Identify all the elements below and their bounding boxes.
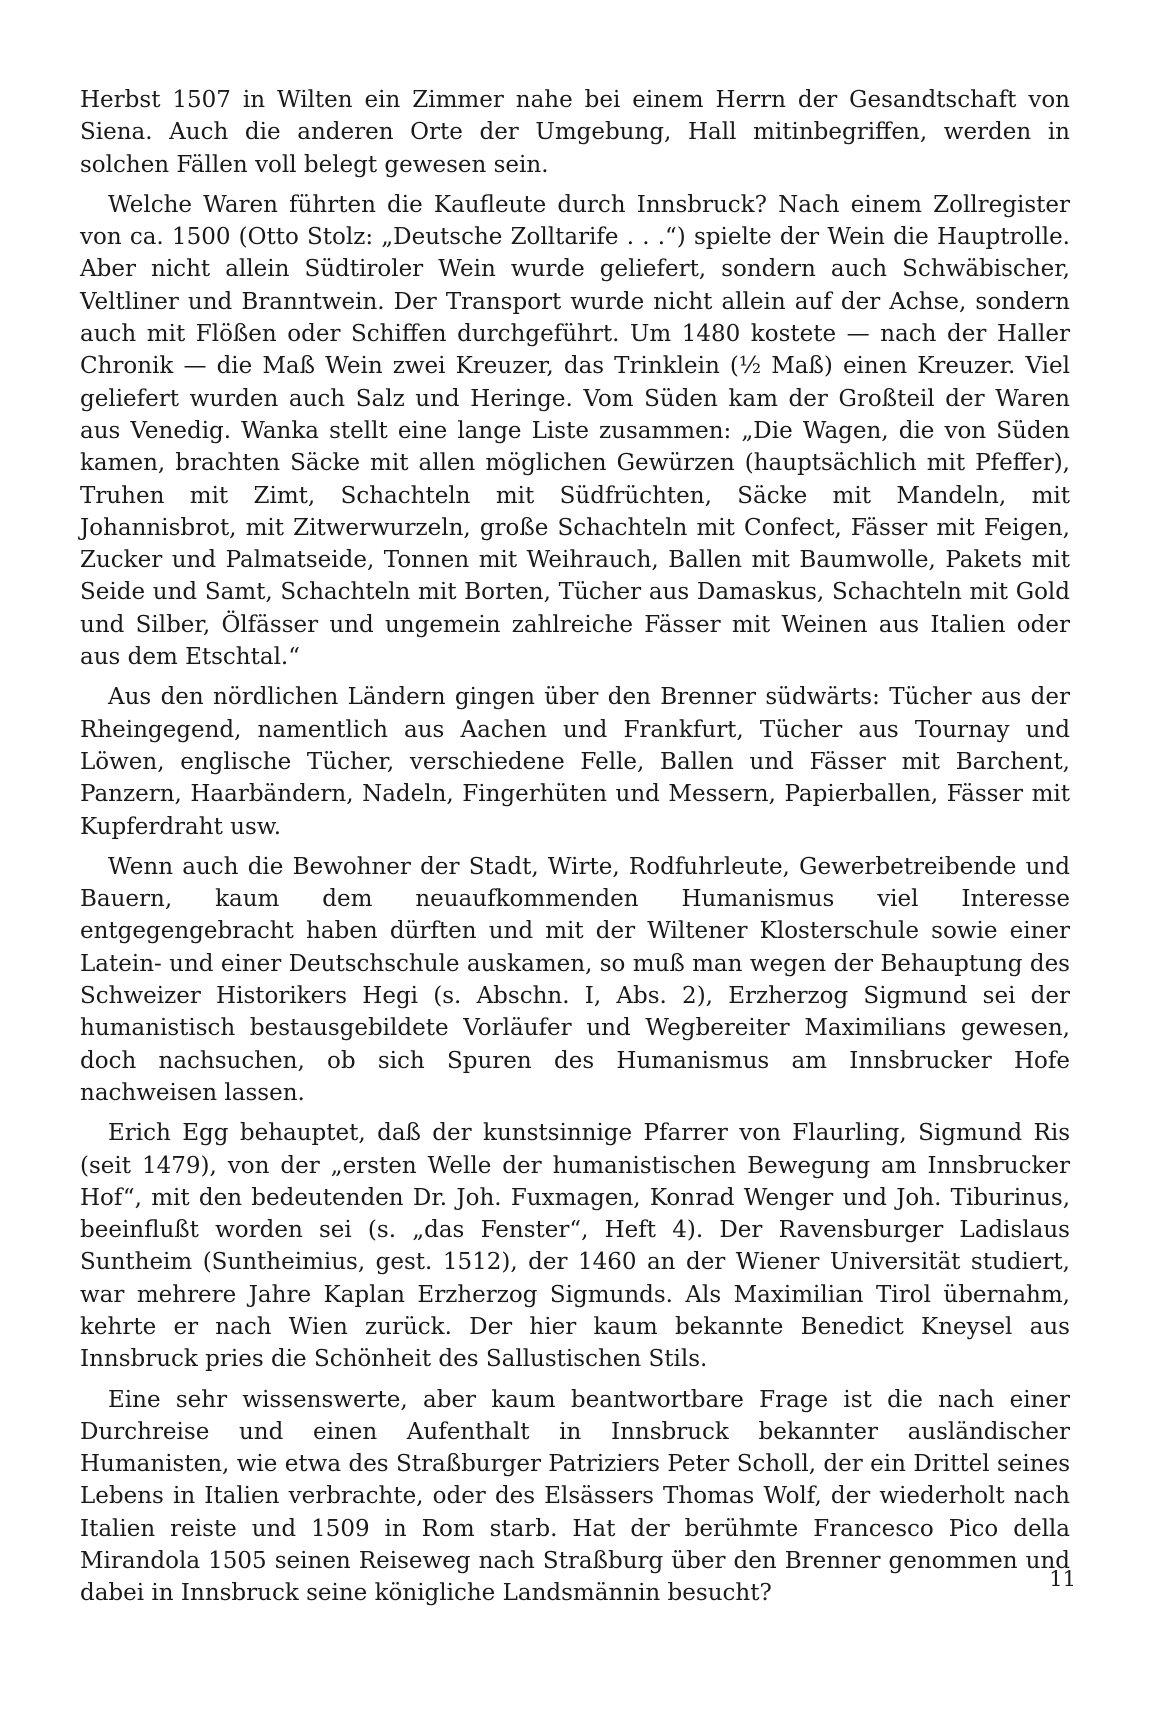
paragraph: Erich Egg behauptet, daß der kunstsinnige Pfarrer von Flaurling, Sigmund Ris (seit 1479), von der „ersten Welle der humanistischen Bewegung am Innsbrucker Hof“, mit den bedeutenden Dr. Joh. Fuxmagen, Konrad Wenger und Joh. Tiburinus, beeinflußt worden sei (s. „das Fenster“, Heft 4). Der Ravensburger Ladislaus Suntheim (Suntheimius, gest. 1512), der 1460 an der Wiener Universität studiert, war mehrere Jahre Kaplan Erzherzog Sigmunds. Als Maximilian Tirol übernahm, kehrte er nach Wien zurück. Der hier kaum bekannte Benedict Kneysel aus Innsbruck pries die Schönheit des Sallustischen Stils. <box>80 1120 1070 1373</box>
paragraph: Eine sehr wissenswerte, aber kaum beantwortbare Frage ist die nach einer Durchreise und einen Aufenthalt in Innsbruck bekannter ausländischer Humanisten, wie etwa des Straßburger Patriziers Peter Scholl, der ein Drittel seines Lebens in Italien verbrachte, oder des Elsässers Thomas Wolf, der wiederholt nach Italien reiste und 1509 in Rom starb. Hat der berühmte Francesco Pico della Mirandola 1505 seinen Reiseweg nach Straßburg über den Brenner genommen und dabei in Innsbruck seine königliche Landsmännin besucht? <box>80 1386 1070 1607</box>
paragraph: Welche Waren führten die Kaufleute durch Innsbruck? Nach einem Zollregister von ca. 1500 (Otto Stolz: „Deutsche Zolltarife . . .“) spielte der Wein die Hauptrolle. Aber nicht allein Südtiroler Wein wurde geliefert, sondern auch Schwäbischer, Veltliner und Branntwein. Der Transport wurde nicht allein auf der Achse, sondern auch mit Flößen oder Schiffen durchgeführt. Um 1480 kostete — nach der Haller Chronik — die Maß Wein zwei Kreuzer, das Trinklein (½ Maß) einen Kreuzer. Viel geliefert wurden auch Salz und Heringe. Vom Süden kam der Großteil der Waren aus Venedig. Wanka stellt eine lange Liste zusammen: „Die Wagen, die von Süden kamen, brachten Säcke mit allen möglichen Gewürzen (hauptsächlich mit Pfeffer), Truhen mit Zimt, Schachteln mit Südfrüchten, Säcke mit Mandeln, mit Johannisbrot, mit Zitwerwurzeln, große Schachteln mit Confect, Fässer mit Feigen, Zucker und Palmatseide, Tonnen mit Weihrauch, Ballen mit Baumwolle, Pakets mit Seide und Samt, Schachteln mit Borten, Tücher aus Damaskus, Schachteln mit Gold und Silber, Ölfässer und ungemein zahlreiche Fässer mit Weinen aus Italien oder aus dem Etschtal.“ <box>80 191 1070 671</box>
page-number: 11 <box>1049 1567 1076 1591</box>
paragraph: Aus den nördlichen Ländern gingen über den Brenner südwärts: Tücher aus der Rheingegend, namentlich aus Aachen und Frankfurt, Tücher aus Tournay und Löwen, englische Tücher, verschiedene Felle, Ballen und Fässer mit Barchent, Panzern, Haarbändern, Nadeln, Fingerhüten und Messern, Papierballen, Fässer mit Kupferdraht usw. <box>80 684 1070 840</box>
page-body <box>80 84 1070 1618</box>
paragraph: Wenn auch die Bewohner der Stadt, Wirte, Rodfuhrleute, Gewerbetreibende und Bauern, kaum dem neuaufkommenden Humanismus viel Interesse entgegengebracht haben dürften und mit der Wiltener Klosterschule sowie einer Latein- und einer Deutschschule auskamen, so muß man wegen der Behauptung des Schweizer Historikers Hegi (s. Abschn. I, Abs. 2), Erzherzog Sigmund sei der humanistisch bestausgebildete Vorläufer und Wegbereiter Maximilians gewesen, doch nachsuchen, ob sich Spuren des Humanismus am Innsbrucker Hofe nachweisen lassen. <box>80 853 1070 1106</box>
paragraph: Herbst 1507 in Wilten ein Zimmer nahe bei einem Herrn der Gesandtschaft von Siena. Auch die anderen Orte der Umgebung, Hall mitinbegriffen, werden in solchen Fällen voll belegt gewesen sein. <box>80 87 1070 178</box>
